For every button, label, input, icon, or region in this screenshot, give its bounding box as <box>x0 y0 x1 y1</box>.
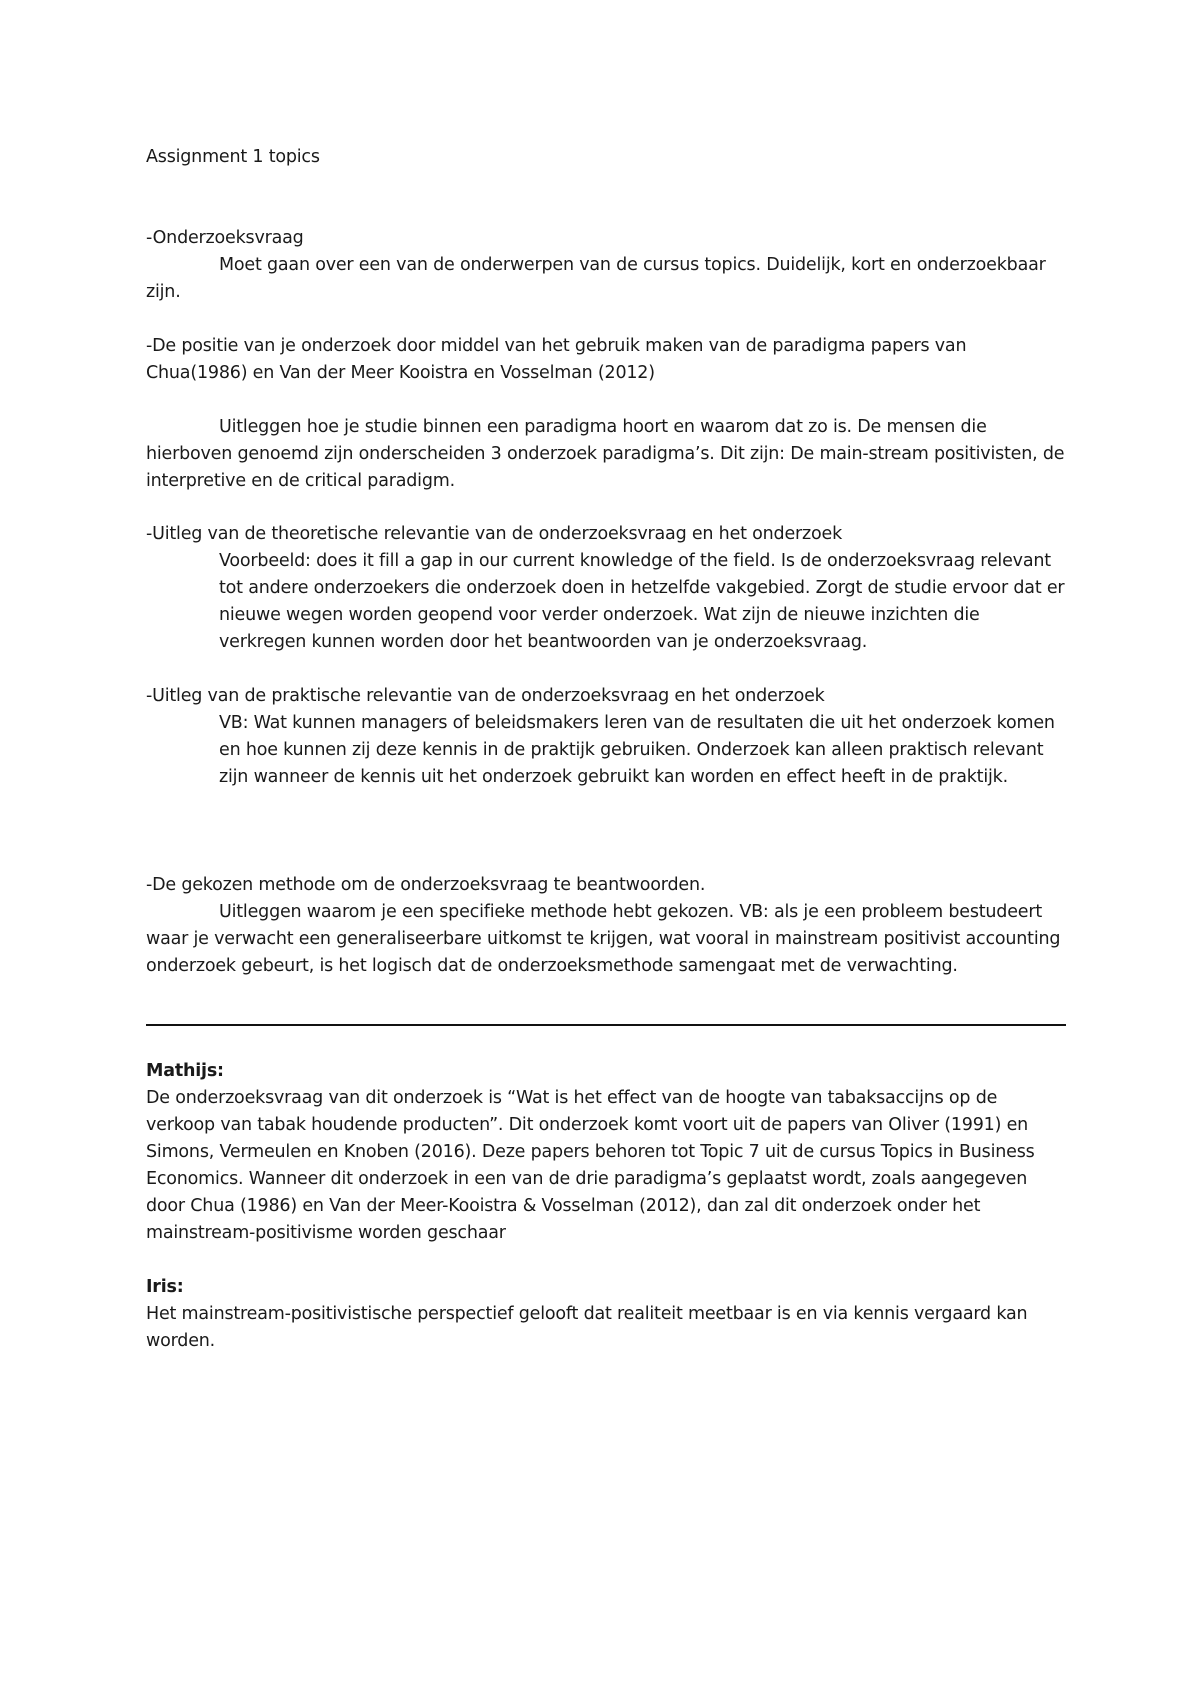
document-page <box>146 0 1066 1698</box>
contribution-mathijs <box>146 1058 1066 1247</box>
section-body: VB: Wat kunnen managers of beleidsmakers leren van de resultaten die uit het onderzoek komen en hoe kunnen zij deze kennis in de praktijk gebruiken. Onderzoek kan alleen praktisch relevant zijn wanneer de kennis uit het onderzoek gebruikt kan worden en effect heeft in de praktijk. <box>219 713 1055 787</box>
section-body: Uitleggen waarom je een specifieke methode hebt gekozen. VB: als je een probleem bestudeert waar je verwacht een generaliseerbare uitkomst te krijgen, wat vooral in mainstream positivist accounting onderzoek gebeurt, is het logisch dat de onderzoeksmethode samengaat met de verwachting. <box>146 902 1061 976</box>
section-positie <box>146 333 1066 495</box>
section-onderzoeksvraag <box>146 225 1066 306</box>
section-heading: -Onderzoeksvraag <box>146 228 304 248</box>
section-theoretische-relevantie <box>146 521 1066 656</box>
contribution-iris <box>146 1274 1066 1355</box>
section-body: Voorbeeld: does it fill a gap in our current knowledge of the field. Is de onderzoeksvraag relevant tot andere onderzoekers die onderzoek doen in hetzelfde vakgebied. Zorgt de studie ervoor dat er nieuwe wegen worden geopend voor verder onderzoek. Wat zijn de nieuwe inzichten die verkregen kunnen worden door het beantwoorden van je onderzoeksvraag. <box>219 551 1065 652</box>
contributor-name: Mathijs: <box>146 1061 224 1081</box>
contribution-text: De onderzoeksvraag van dit onderzoek is “Wat is het effect van de hoogte van tabaksaccijns op de verkoop van tabak houdende producten”. Dit onderzoek komt voort uit de papers van Oliver (1991) en Simons, Vermeulen en Knoben (2016). Deze papers behoren tot Topic 7 uit de cursus Topics in Business Economics. Wanneer dit onderzoek in een van de drie paradigma’s geplaatst wordt, zoals aangegeven door Chua (1986) en Van der Meer-Kooistra & Vosselman (2012), dan zal dit onderzoek onder het mainstream-positivisme worden geschaar <box>146 1088 1035 1243</box>
contributor-name: Iris: <box>146 1277 184 1297</box>
document-title: Assignment 1 topics <box>146 147 320 167</box>
section-body: Uitleggen hoe je studie binnen een paradigma hoort en waarom dat zo is. De mensen die hierboven genoemd zijn onderscheiden 3 onderzoek paradigma’s. Dit zijn: De main-stream positivisten, de interpretive en de critical paradigm. <box>146 417 1065 491</box>
section-praktische-relevantie <box>146 683 1066 791</box>
section-heading: -Uitleg van de praktische relevantie van de onderzoeksvraag en het onderzoek <box>146 686 825 706</box>
contribution-text: Het mainstream-positivistische perspectief gelooft dat realiteit meetbaar is en via kennis vergaard kan worden. <box>146 1304 1028 1351</box>
section-heading: -De gekozen methode om de onderzoeksvraag te beantwoorden. <box>146 875 706 895</box>
section-methode <box>146 872 1066 980</box>
section-heading: -De positie van je onderzoek door middel van het gebruik maken van de paradigma papers van Chua(1986) en Van der Meer Kooistra en Vosselman (2012) <box>146 336 967 383</box>
section-heading: -Uitleg van de theoretische relevantie van de onderzoeksvraag en het onderzoek <box>146 524 843 544</box>
horizontal-divider <box>146 1024 1066 1026</box>
section-body: Moet gaan over een van de onderwerpen van de cursus topics. Duidelijk, kort en onderzoekbaar zijn. <box>146 255 1046 302</box>
